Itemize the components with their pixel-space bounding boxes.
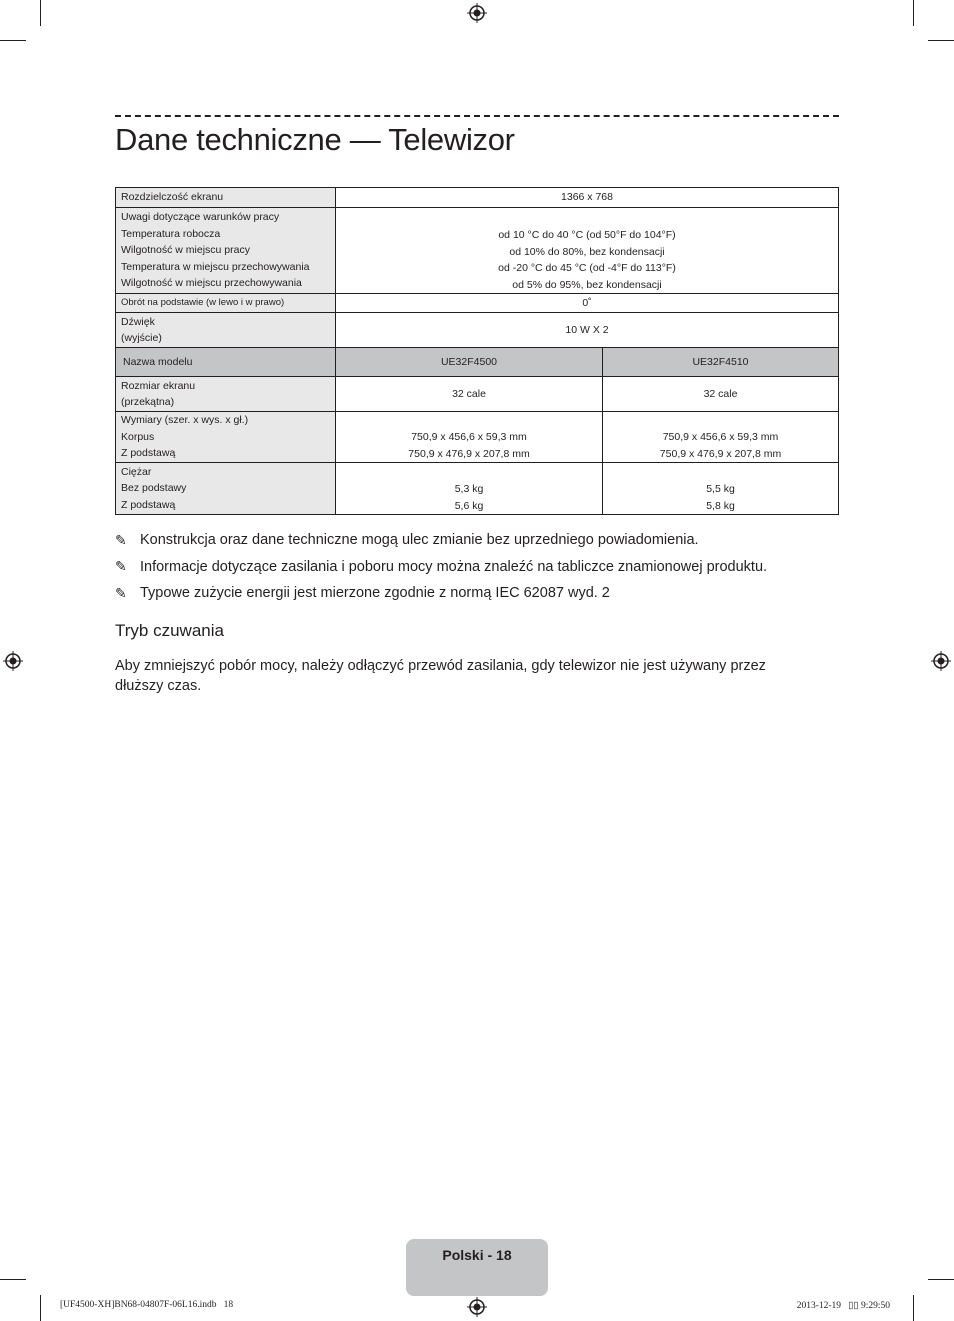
crop-mark xyxy=(0,1279,26,1280)
spec-label: Nazwa modelu xyxy=(116,348,336,377)
spec-value: 750,9 x 456,6 x 59,3 mm 750,9 x 476,9 x 207,8 mm xyxy=(603,412,839,463)
crop-mark xyxy=(40,0,41,26)
spec-label: Rozmiar ekranu (przekątna) xyxy=(116,377,336,412)
spec-table xyxy=(115,187,839,515)
spec-label: Ciężar Bez podstawy Z podstawą xyxy=(116,463,336,515)
spec-value: 10 W X 2 xyxy=(336,313,839,348)
registration-mark-icon xyxy=(931,651,951,671)
crop-mark xyxy=(0,40,26,41)
notes-list xyxy=(115,527,855,607)
spec-value: 32 cale xyxy=(603,377,839,412)
crop-mark xyxy=(913,0,914,26)
crop-mark xyxy=(913,1295,914,1321)
table-row xyxy=(116,377,839,412)
spec-value: od 10 °C do 40 °C (od 50°F do 104°F) od 10% do 80%, bez kondensacji od -20 °C do 45 °C (od -4°F do 113°F) od 5% do 95%, bez kondensacji xyxy=(336,208,839,294)
table-row xyxy=(116,188,839,208)
table-row xyxy=(116,208,839,294)
table-row xyxy=(116,313,839,348)
model-name: UE32F4510 xyxy=(603,348,839,377)
note-text: Konstrukcja oraz dane techniczne mogą ulec zmianie bez uprzedniego powiadomienia. xyxy=(140,532,699,549)
spec-value: 1366 x 768 xyxy=(336,188,839,208)
table-row xyxy=(116,294,839,313)
spec-label: Rozdzielczość ekranu xyxy=(116,188,336,208)
table-row xyxy=(116,463,839,515)
spec-value: 0˚ xyxy=(336,294,839,313)
pencil-icon: ✎ xyxy=(115,584,127,601)
model-name: UE32F4500 xyxy=(336,348,603,377)
footer-file-info: [UF4500-XH]BN68-04807F-06L16.indb 18 xyxy=(60,1300,234,1310)
section-paragraph: Aby zmniejszyć pobór mocy, należy odłączyć przewód zasilania, gdy telewizor nie jest używany przez dłuższy czas. xyxy=(115,658,766,694)
spec-value: 32 cale xyxy=(336,377,603,412)
section-heading: Tryb czuwania xyxy=(115,621,224,640)
title-rule xyxy=(115,115,839,117)
spec-label: Wymiary (szer. x wys. x gł.) Korpus Z podstawą xyxy=(116,412,336,463)
spec-label: Obrót na podstawie (w lewo i w prawo) xyxy=(116,294,336,313)
registration-mark-icon xyxy=(467,1297,487,1317)
registration-mark-icon xyxy=(3,651,23,671)
registration-mark-icon xyxy=(467,3,487,23)
spec-label: Dźwięk (wyjście) xyxy=(116,313,336,348)
table-header-row xyxy=(116,348,839,377)
note-text: Informacje dotyczące zasilania i poboru mocy można znaleźć na tabliczce znamionowej produktu. xyxy=(140,558,768,575)
page-number-badge xyxy=(406,1239,548,1296)
pencil-icon: ✎ xyxy=(115,531,127,548)
list-item xyxy=(115,527,855,554)
note-text: Typowe zużycie energii jest mierzone zgodnie z normą IEC 62087 wyd. 2 xyxy=(140,585,610,602)
table-row xyxy=(116,412,839,463)
list-item xyxy=(115,554,855,581)
crop-mark xyxy=(928,40,954,41)
footer-timestamp: 2013-12-19 ▯▯ 9:29:50 xyxy=(796,1301,890,1311)
pencil-icon: ✎ xyxy=(115,558,127,575)
crop-mark xyxy=(928,1279,954,1280)
page-number: Polski - 18 xyxy=(442,1247,512,1263)
spec-value: 5,3 kg 5,6 kg xyxy=(336,463,603,515)
spec-value: 750,9 x 456,6 x 59,3 mm 750,9 x 476,9 x 207,8 mm xyxy=(336,412,603,463)
spec-value: 5,5 kg 5,8 kg xyxy=(603,463,839,515)
spec-label: Uwagi dotyczące warunków pracy Temperatura robocza Wilgotność w miejscu pracy Temperatura w miejscu przechowywania Wilgotność w miejscu przechowywania xyxy=(116,208,336,294)
page-title: Dane techniczne — Telewizor xyxy=(115,122,515,157)
crop-mark xyxy=(40,1295,41,1321)
list-item xyxy=(115,580,855,607)
